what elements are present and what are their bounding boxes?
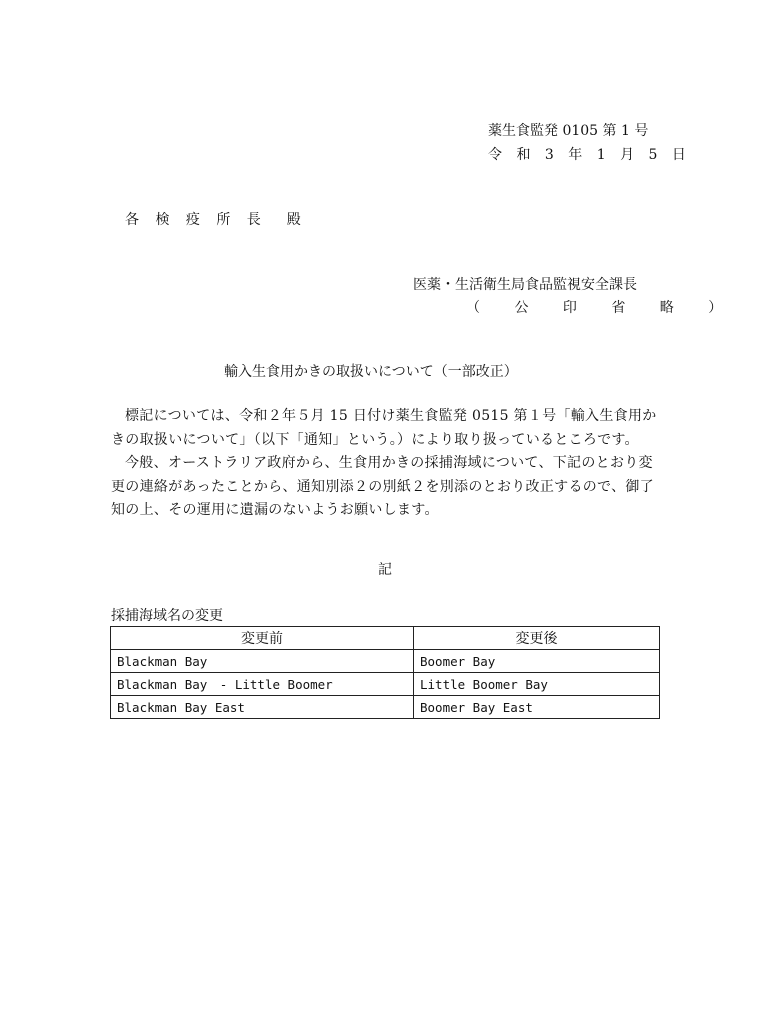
table-caption: 採捕海域名の変更	[111, 608, 223, 624]
table-row	[111, 650, 660, 673]
body-paragraph-1: 標記については、令和２年５月 15 日付け薬生食監発 0515 第１号「輸入生食用かきの取扱いについて」（以下「通知」という。）により取り扱っているところです。	[111, 408, 657, 448]
note-heading: 記	[378, 562, 392, 578]
document-subject: 輸入生食用かきの取扱いについて（一部改正）	[224, 364, 518, 380]
table-row	[111, 673, 660, 696]
table-header-row	[111, 627, 660, 650]
sender-title: 医薬・生活衛生局食品監視安全課長	[413, 277, 637, 293]
cell-before: Blackman Bay	[111, 650, 414, 673]
table-row	[111, 696, 660, 719]
addressee: 各 検 疫 所 長 殿	[125, 212, 307, 228]
cell-before: Blackman Bay - Little Boomer	[111, 673, 414, 696]
header-after: 変更後	[414, 627, 660, 650]
cell-after: Boomer Bay East	[414, 696, 660, 719]
cell-after: Little Boomer Bay	[414, 673, 660, 696]
header-before: 変更前	[111, 627, 414, 650]
area-name-change-table	[110, 626, 660, 719]
seal-omitted: （ 公 印 省 略 ）	[466, 300, 738, 316]
cell-after: Boomer Bay	[414, 650, 660, 673]
body-paragraph-2: 今般、オーストラリア政府から、生食用かきの採捕海域について、下記のとおり変更の連絡があったことから、通知別添２の別紙２を別添のとおり改正するので、御了知の上、その運用に遺漏のないようお願いします。	[111, 455, 654, 518]
cell-before: Blackman Bay East	[111, 696, 414, 719]
document-date: 令 和 3 年 1 月 5 日	[488, 147, 691, 163]
document-body	[111, 405, 663, 523]
document-number: 薬生食監発 0105 第 1 号	[488, 123, 649, 139]
